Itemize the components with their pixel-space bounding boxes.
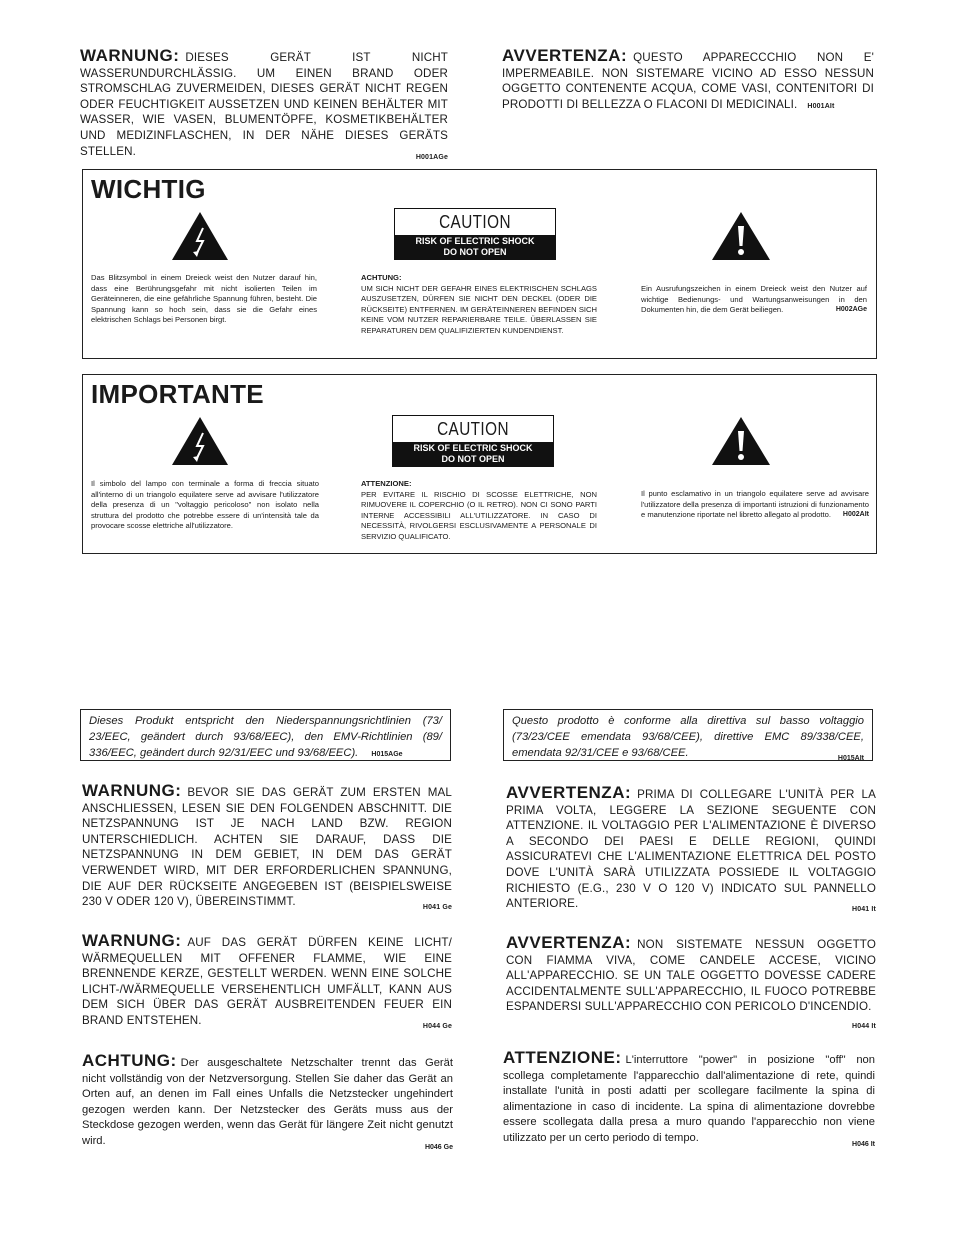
caution-power-it [503, 1050, 875, 1153]
doc-code: H041 Ge [422, 904, 452, 912]
lightning-triangle-icon [170, 415, 230, 467]
caution-warning [395, 235, 555, 259]
achtung-heading: ACHTUNG: [361, 273, 402, 282]
warning-text: QUESTO APPARECCCHIO NON E' IMPERMEABILE. NON SISTEMARE VICINO AD ESSO NESSUN OGGETTO CONTENENTE ACQUA, COME VASI, CONTENITORI DI PRODOTTI DI BELLEZZA O FLACONI DI MEDICINALI. [502, 51, 874, 111]
warning-heading: AVVERTENZA: [506, 933, 632, 952]
warning-heading: WARNUNG: [82, 781, 182, 800]
warning-flame-de [82, 933, 452, 1035]
doc-code: H044 Ge [422, 1022, 452, 1030]
directive-note-it [503, 709, 873, 761]
warning-heading: AVVERTENZA: [506, 783, 632, 802]
caution-heading: ATTENZIONE: [503, 1048, 622, 1067]
exclamation-triangle-icon [710, 415, 772, 467]
attenzione-heading: ATTENZIONE: [361, 479, 412, 488]
lightning-triangle-icon [170, 210, 230, 262]
attenzione-block [361, 479, 597, 543]
warning-text: AUF DAS GERÄT DÜRFEN KEINE LICHT/ WÄRMEQUELLEN MIT OFFENER FLAMME, WIE EINE BRENNENDE KERZE, GESTELLT WERDEN. WENN EINE SOLCHE LICHT-/WÄRMEQUELLE VERSEHENTLICH UMFÄLLT, KANN AUS DEM SICH ÜBER DAS GERÄT AUSBREITENDEN FEUER EIN BRAND ENTSTEHEN. [82, 936, 452, 1027]
caution-text: Der ausgeschaltete Netzschalter trennt das Gerät nicht vollständig von der Netzversorgung. Stellen Sie daher das Gerät an Orten auf, an denen im Fall eines Unfalls die Netzstecker ungehindert gezogen werden kann. Der Netzstecker des Geräts muss aus der Steckdose gezogen werden, wenn das Gerät für längere Zeit nicht genutzt wird. [82, 1057, 453, 1147]
warning-voltage-it [506, 785, 876, 918]
exclamation-explanation [641, 284, 867, 316]
warning-flame-it [506, 935, 876, 1035]
doc-code: H002AIt [842, 511, 869, 519]
caution-line: RISK OF ELECTRIC SHOCK [413, 443, 533, 453]
achtung-text: UM SICH NICHT DER GEFAHR EINES ELEKTRISCHEN SCHLAGS AUSZUSETZEN, DÜRFEN SIE NICHT DEN DECKEL (ODER DIE RÜCKSEITE) ENTFERNEN. IM GERÄTEINNEREN BEFINDEN SICH KEINE VOM NUTZER REPARIERBARE TEILE. ÜBERLASSEN SIE REPARATUREN DEM QUALIFIZIERTEN KUNDENDIENST. [361, 283, 597, 335]
doc-code: H046 It [852, 1140, 875, 1148]
caution-title: CAUTION [439, 212, 511, 232]
doc-code: H015AIt [837, 755, 864, 762]
warning-text: NON SISTEMATE NESSUN OGGETTO CON FIAMMA VIVA, COME CANDELE ACCESE, VICINO ALL'APPARECCHIO. SE UN TALE OGGETTO DOVESSE CADERE ACCIDENTALMENTE SULL'APPARECCHIO, IL FUOCO POTREBBE ESPANDERSI SULL'APPARECCHIO CON PERICOLO D'INCENDIO. [506, 938, 876, 1014]
doc-code: H046 Ge [424, 1143, 453, 1151]
importante-panel [82, 374, 877, 554]
doc-code: H044 It [851, 1022, 876, 1030]
lightning-explanation: Il simbolo del lampo con terminale a forma di freccia situato all'interno di un triangolo equilatere serve ad avvisare l'utilizzatore della presenza di un "voltaggio pericoloso" non isolato nella struttura del prodotto che potrebbe essere di un'intensità tale da provocare scosse elettriche all'utilizzatore. [91, 479, 319, 531]
warning-top-de [80, 48, 448, 165]
caution-label [394, 208, 556, 260]
warning-heading: WARNUNG: [82, 931, 182, 950]
warning-text: PRIMA DI COLLEGARE L'UNITÀ PER LA PRIMA VOLTA, LEGGERE LA SEZIONE SEGUENTE CON ATTENZIONE. IL VOLTAGGIO PER L'ALIMENTAZIONE È DIVERSO A SECONDO DEI PAESI E DELLE REGIONI, QUINDI ASSICURATEVI CHE L'ALIMENTAZIONE ELETTRICA DEL POSTO DOVE L'UNITÀ SARÀ UTILIZZATA POSSIEDE IL VOLTAGGIO RICHIESTO (E.G., 230 V O 120 V) INDICATO SUL PANNELLO ANTERIORE. [506, 788, 876, 911]
warning-text: BEVOR SIE DAS GERÄT ZUM ERSTEN MAL ANSCHLIESSEN, LESEN SIE DEN FOLGENDEN ABSCHNITT. DIE NETZSPANNUNG IST JE NACH LAND BZW. REGION UNTERSCHIEDLICH. ACHTEN SIE DARAUF, DASS DIE NETZSPANNUNG IN DEM GEBIET, IN DEM DAS GERÄT VERWENDET WIRD, MIT DER ERFORDERLICHEN SPANNUNG, DIE AUF DER RÜCKSEITE ANGEGEBEN IST (BEISPIELSWEISE 230 V ODER 120 V), ÜBEREINSTIMMT. [82, 786, 452, 909]
doc-code: H001AGe [415, 153, 448, 161]
caution-line: DO NOT OPEN [441, 454, 505, 464]
doc-code: H041 It [851, 906, 876, 914]
warning-heading: WARNUNG: [80, 46, 180, 65]
doc-code: H015AGe [371, 751, 403, 758]
panel-title: WICHTIG [91, 174, 206, 204]
exclamation-text: Il punto esclamativo in un triangolo equilatere serve ad avvisare l'utilizzatore della presenza di importanti istruzioni di funzionamento e manutenzione riportate nel libretto allegato al prodotto. [641, 489, 869, 520]
attenzione-text: PER EVITARE IL RISCHIO DI SCOSSE ELETTRICHE, NON RIMUOVERE IL COPERCHIO (O IL RETRO). NON CI SONO PARTI INTERNE ACCESSIBILI ALL'UTILIZZATORE. IN CASO DI NECESSITÀ, RIVOLGERSI ESCLUSIVAMENTE A PERSONALE DI SERVIZIO QUALIFICATO. [361, 489, 597, 541]
note-text: Dieses Produkt entspricht den Niederspannungsrichtlinien (73/ 23/EEC, geändert durch 93/68/EEC), den EMV-Richtlinien (89/ 336/EEC, geändert durch 92/31/EEC und 93/68/EEC). [89, 715, 442, 759]
wichtig-panel [82, 169, 877, 359]
lightning-explanation: Das Blitzsymbol in einem Dreieck weist den Nutzer darauf hin, dass eine Berührungsgefahr mit nicht isolierten Teilen im Geräteinneren, die eine gefährliche Spannung führen, besteht. Die Spannung kann so hoch sein, dass sie die Gefahr eines elektrischen Schlags bei Personen birgt. [91, 273, 317, 325]
caution-title: CAUTION [437, 419, 509, 439]
note-text: Questo prodotto è conforme alla direttiva sul basso voltaggio (73/23/CEE emendata 93/68/CEE), direttive EMC 89/338/CEE, emendata 92/31/CEE e 93/68/CEE. [512, 715, 864, 759]
caution-text: L'interruttore "power" in posizione "off" non scollega completamente l'apparecchio dall'alimentazione di rete, quindi installate l'unità in posti adatti per scollegare facilmente la spina di alimentazione in caso di incidente. La spina di alimentazione dovrebbe essere scollegata dalla presa a muro quando l'apparecchio non viene utilizzato per un certo periodo di tempo. [503, 1054, 875, 1144]
exclamation-triangle-icon [710, 210, 772, 262]
panel-title: IMPORTANTE [91, 379, 264, 409]
warning-top-it [502, 48, 874, 114]
caution-line: RISK OF ELECTRIC SHOCK [415, 236, 535, 246]
achtung-block [361, 273, 597, 337]
caution-power-de [82, 1053, 453, 1156]
warning-voltage-de [82, 783, 452, 916]
caution-heading: ACHTUNG: [82, 1051, 177, 1070]
warning-heading: AVVERTENZA: [502, 46, 628, 65]
doc-code: H002AGe [835, 306, 867, 314]
exclamation-text: Ein Ausrufungszeichen in einem Dreieck weist den Nutzer auf wichtige Bedienungs- und Wartungsanweisungen in den Dokumenten hin, die dem Gerät beiliegen. [641, 284, 867, 315]
caution-warning [393, 442, 553, 466]
doc-code: H001AIt [807, 102, 835, 110]
directive-note-de [80, 709, 451, 761]
exclamation-explanation [641, 489, 869, 521]
caution-label [392, 415, 554, 467]
caution-line: DO NOT OPEN [443, 247, 507, 257]
warning-text: DIESES GERÄT IST NICHT WASSERUNDURCHLÄSSIG. UM EINEN BRAND ODER STROMSCHLAG ZUVERMEIDEN, DIESES GERÄT NICHT REGEN ODER FEUCHTIGKEIT AUSSETZEN UND KEINEN BEHÄLTER MIT WASSER, WIE VASEN, BLUMENTÖPFE, KOSMETIKBEHÄLTER UND MEDIZINFLASCHEN, IN DER NÄHE DIESES GERÄTS STELLEN. [80, 51, 448, 158]
